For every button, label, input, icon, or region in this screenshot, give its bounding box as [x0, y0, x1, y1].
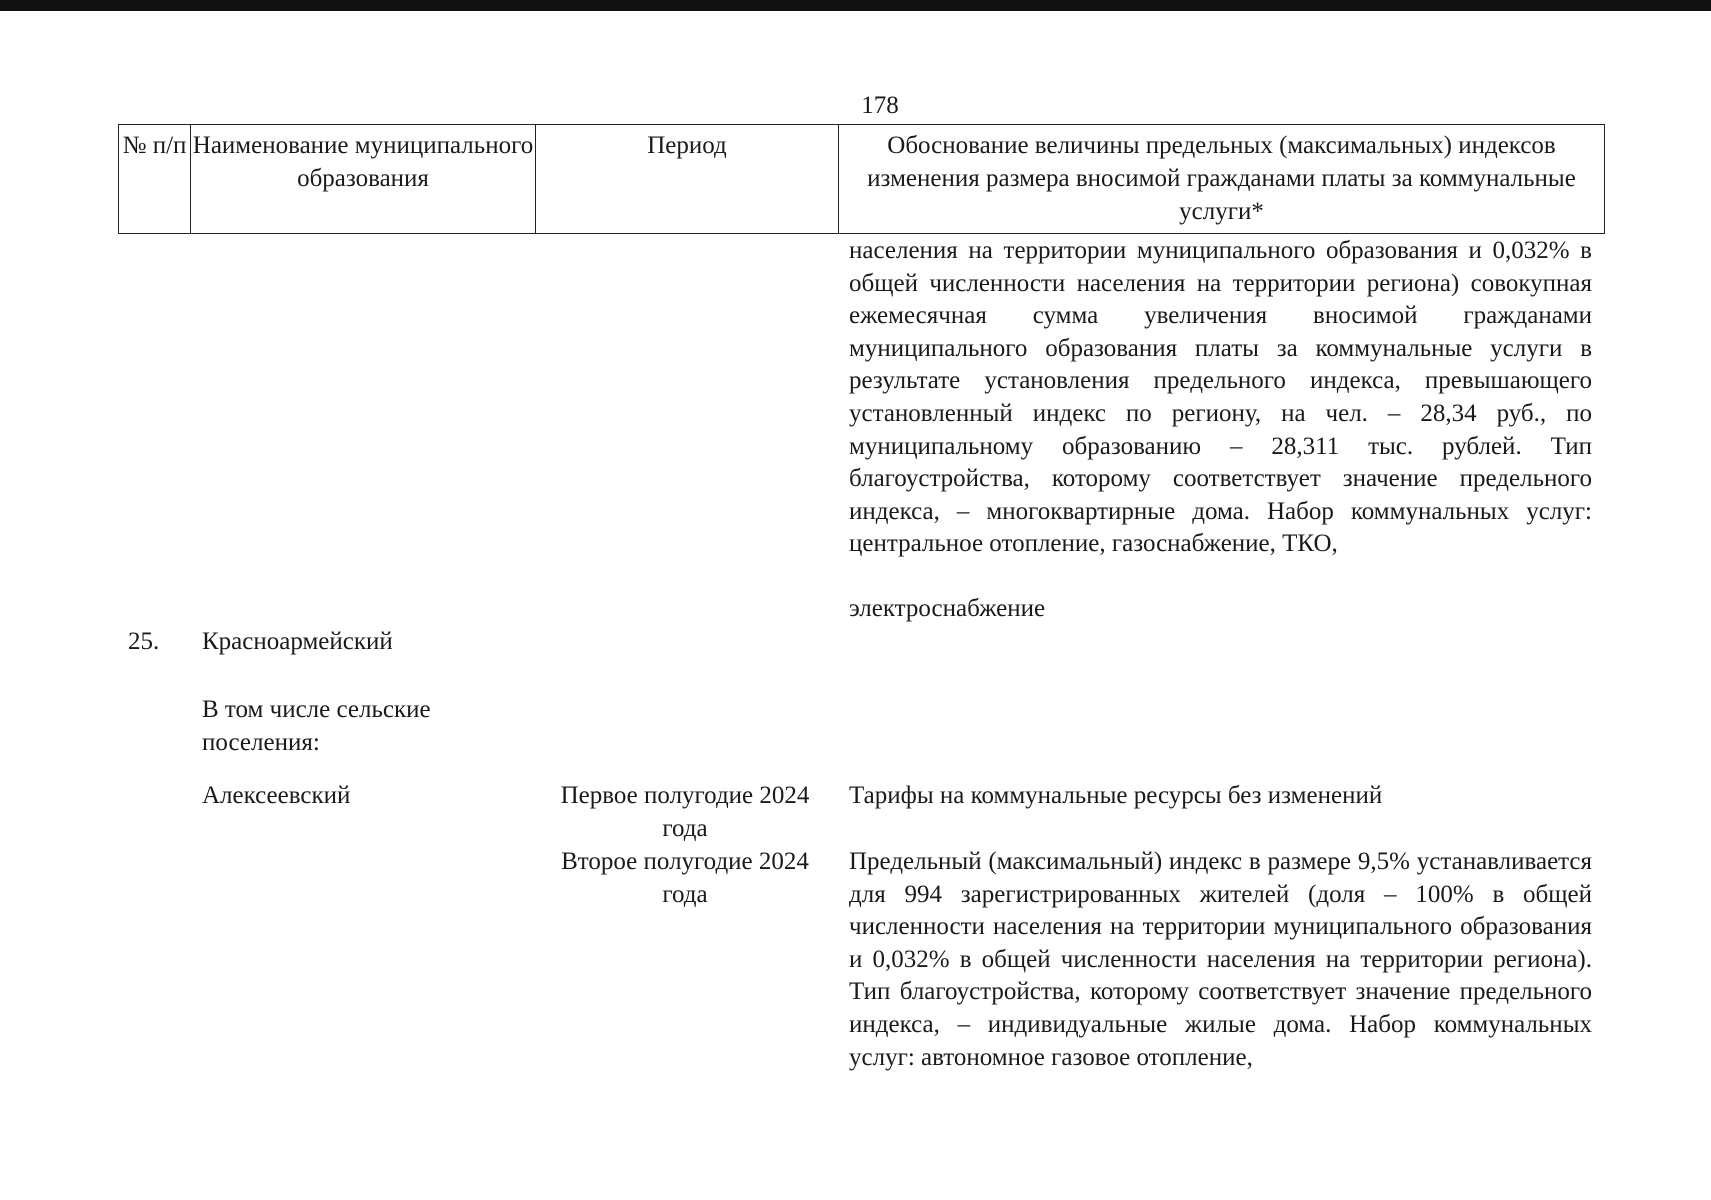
scan-top-border	[0, 0, 1711, 11]
basis-first-half: Тарифы на коммунальные ресурсы без изменений	[849, 782, 1383, 809]
header-col-period: Период	[536, 125, 839, 233]
continuation-basis-last-line: электроснабжение	[849, 595, 1046, 622]
period-first-half: Первое полугодие 2024 года	[560, 782, 810, 842]
continuation-basis-text: населения на территории муниципального образования и 0,032% в общей численности населения на территории региона) совокупная ежемесячная сумма увеличения вносимой гражданами муниципального образования платы за коммунальные услуги в результате установления предельного индекса, превышающего установленный индекс по региону, на чел. – 28,34 руб., по муниципальному образованию – 28,311 тыс. рублей. Тип благоустройства, которому соответствует значение предельного индекса, – многоквартирные дома. Набор коммунальных услуг: центральное отопление, газоснабжение, ТКО,	[849, 237, 1592, 558]
page-number: 178	[861, 92, 899, 119]
rural-settlements-subheader: В том числе сельские поселения:	[202, 696, 431, 756]
header-col-basis: Обоснование величины предельных (максимальных) индексов изменения размера вносимой гражданами платы за коммунальные услуги*	[867, 132, 1576, 225]
header-col-municipality: Наименование муниципального образования	[191, 125, 536, 233]
period-second-half: Второе полугодие 2024 года	[561, 848, 809, 908]
basis-second-half: Предельный (максимальный) индекс в размере 9,5% устанавливается для 994 зарегистрированных жителей (доля – 100% в общей численности населения на территории муниципального образования и 0,032% в общей численности населения на территории региона). Тип благоустройства, которому соответствует значение предельного индекса, – индивидуальные жилые дома. Набор коммунальных услуг: автономное газовое отопление,	[849, 848, 1592, 1071]
row-number: 25.	[128, 628, 160, 655]
table-header	[118, 124, 1605, 234]
header-col-number: № п/п	[119, 125, 191, 233]
municipality-name: Красноармейский	[202, 628, 393, 655]
settlement-name: Алексеевский	[202, 782, 351, 809]
